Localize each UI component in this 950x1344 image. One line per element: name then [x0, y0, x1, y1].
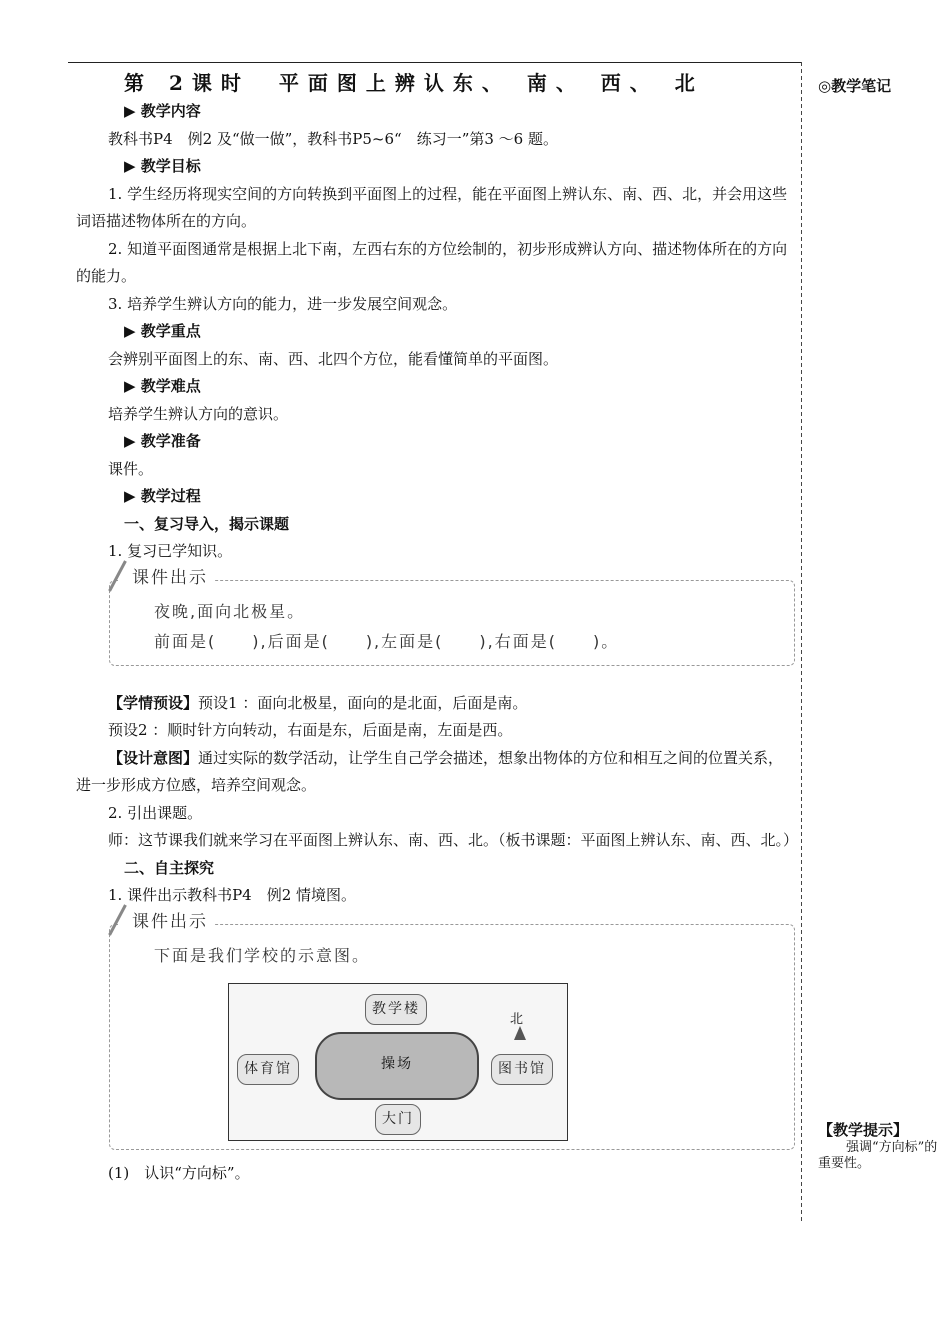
content-heading: ▶ 教学内容 — [124, 102, 201, 120]
part2-step1: 1. 课件出示教科书P4 例2 情境图。 — [108, 886, 357, 904]
courseware-tag: 课件出示 — [118, 565, 214, 593]
tip-text: 强调“方向标”的重要性。 — [818, 1140, 938, 1171]
key-heading: ▶ 教学重点 — [124, 322, 201, 340]
map-teaching-building: 教学楼 — [365, 994, 427, 1026]
top-rule — [68, 62, 801, 63]
part1-step2: 2. 引出课题。 — [108, 803, 203, 822]
teacher-speech: 师：这节课我们就来学习在平面图上辨认东、南、西、北。（板书课题：平面图上辨认东、南、西、北。） — [108, 831, 799, 849]
content-text: 教科书P4 例2 及“做一做”，教科书P5~6“ 练习一”第3 ～6 题。 — [108, 129, 558, 148]
map-north-label: 北 — [510, 1011, 524, 1027]
goal-1: 1. 学生经历将现实空间的方向转换到平面图上的过程，能在平面图上辨认东、南、西、北，并会用这些词语描述物体所在的方向。 — [76, 184, 788, 230]
box2-line1: 下面是我们学校的示意图。 — [154, 945, 371, 965]
map-field: 操场 — [315, 1032, 479, 1100]
goal-3: 3. 培养学生辨认方向的能力，进一步发展空间观念。 — [108, 294, 458, 313]
lesson-title: 第 2课时 平面图上辨认东、 南、 西、 北 — [124, 71, 704, 95]
prep-text: 课件。 — [108, 459, 154, 478]
map-library: 图书馆 — [491, 1054, 553, 1086]
prep-heading: ▶ 教学准备 — [124, 432, 201, 450]
north-arrow-icon — [514, 1026, 526, 1040]
design-intent: 【设计意图】通过实际的数学活动，让学生自己学会描述，想象出物体的方位和相互之间的位置关系，进一步形成方位感，培养空间观念。 — [76, 748, 784, 794]
courseware-box-2 — [109, 911, 795, 1150]
process-heading: ▶ 教学过程 — [124, 487, 201, 505]
part2-step1-1: (1) 认识“方向标”。 — [108, 1163, 250, 1182]
goal-heading: ▶ 教学目标 — [124, 157, 201, 175]
difficulty-text: 培养学生辨认方向的意识。 — [108, 404, 289, 423]
lesson-body — [76, 68, 799, 1187]
margin-divider — [801, 62, 802, 1222]
preset-2: 预设2 ：顺时针方向转动，右面是东，后面是南，左面是西。 — [108, 721, 513, 739]
map-gate: 大门 — [375, 1104, 421, 1136]
box1-line2: 前面是( ),后面是( ),左面是( ),右面是( )。 — [154, 631, 620, 651]
notes-title: ◎教学笔记 — [818, 77, 892, 95]
teaching-tip — [818, 1122, 938, 1172]
part1-step1: 1. 复习已学知识。 — [108, 542, 233, 560]
courseware-box-1 — [109, 567, 795, 666]
box1-line1: 夜晚,面向北极星。 — [154, 601, 306, 621]
goal-2: 2. 知道平面图通常是根据上北下南，左西右东的方位绘制的，初步形成辨认方向、描述物体所在的方向的能力。 — [76, 239, 788, 285]
school-map — [228, 983, 568, 1141]
preset-1: 【学情预设】预设1 ：面向北极星，面向的是北面，后面是南。 — [108, 693, 528, 712]
key-text: 会辨别平面图上的东、南、西、北四个方位，能看懂简单的平面图。 — [108, 349, 559, 368]
part1-heading: 一、复习导入，揭示课题 — [124, 514, 290, 533]
part2-heading: 二、自主探究 — [124, 858, 215, 877]
difficulty-heading: ▶ 教学难点 — [124, 377, 201, 395]
map-gym: 体育馆 — [237, 1054, 299, 1086]
tip-title: 【教学提示】 — [818, 1121, 909, 1139]
courseware-tag: 课件出示 — [118, 909, 214, 937]
